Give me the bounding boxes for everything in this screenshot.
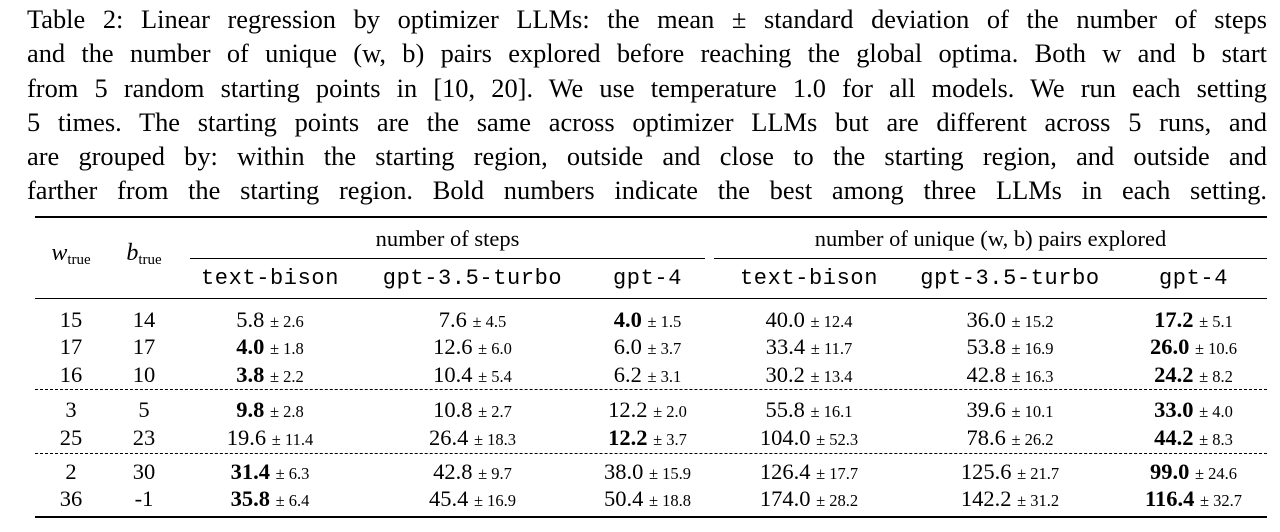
- cell-mean: 78.6: [966, 425, 1006, 450]
- cell-std: ± 16.3: [1011, 367, 1054, 386]
- table-cell: [590, 425, 705, 451]
- cell-mean-best: 9.8: [236, 397, 265, 422]
- table-cell: [590, 307, 705, 333]
- group-header-steps: number of steps: [375, 226, 520, 251]
- cell-std: ± 11.4: [271, 430, 314, 449]
- table-cell: [365, 334, 580, 360]
- cell-std: ± 24.6: [1194, 464, 1238, 483]
- cell-mean: 55.8: [765, 397, 805, 422]
- cell-std: ± 2.8: [269, 402, 304, 421]
- table-cell: [365, 397, 580, 423]
- model-header: gpt-4: [612, 266, 682, 291]
- cell-b-true: 14: [132, 307, 156, 332]
- table-cell: [365, 425, 580, 451]
- table-cell: [590, 459, 705, 485]
- cell-mean: 42.8: [433, 459, 473, 484]
- cell-mean-best: 26.0: [1149, 334, 1190, 359]
- cell-w-true: 17: [59, 334, 83, 359]
- table-cell: [1120, 307, 1267, 333]
- cell-std: ± 10.6: [1194, 339, 1238, 358]
- table-cell: [904, 425, 1116, 451]
- cell-mean: 26.4: [428, 425, 469, 450]
- cell-std: ± 11.7: [810, 339, 853, 358]
- cell-mean: 36.0: [966, 307, 1006, 332]
- table-cell: [190, 486, 350, 512]
- table-cell: [714, 397, 904, 423]
- model-header: text-bison: [200, 266, 340, 291]
- cell-mean: 12.2: [608, 397, 648, 422]
- cell-b-true: 17: [132, 334, 156, 359]
- cell-mean: 10.8: [433, 397, 473, 422]
- model-header: text-bison: [739, 266, 879, 291]
- table-cell: [714, 459, 904, 485]
- cell-std: ± 4.0: [1199, 402, 1233, 421]
- header-b-symbol: b: [126, 240, 139, 266]
- caption-line: are grouped by: within the starting region, outside and close to the starting region, and outside and: [27, 141, 1267, 172]
- cell-mean-best: 4.0: [613, 307, 642, 332]
- cell-std: ± 6.4: [275, 491, 310, 510]
- cell-mean: 19.6: [226, 425, 267, 450]
- cell-b-true: 5: [138, 397, 150, 422]
- table-cell: [590, 486, 705, 512]
- table-cell: [1120, 334, 1267, 360]
- unique-group-underline: [714, 258, 1267, 259]
- table-cell: [1120, 425, 1267, 451]
- cell-std: ± 13.4: [810, 367, 853, 386]
- cell-std: ± 26.2: [1011, 430, 1054, 449]
- table-cell: [365, 362, 580, 388]
- cell-mean: 7.6: [438, 307, 467, 332]
- cell-mean: 6.2: [613, 362, 642, 387]
- cell-std: ± 2.0: [653, 402, 687, 421]
- cell-std: ± 3.7: [647, 339, 682, 358]
- model-header: gpt-4: [1158, 266, 1228, 291]
- cell-std: ± 1.8: [269, 339, 304, 358]
- header-b-subscript: true: [138, 252, 162, 268]
- header-b-true: [114, 240, 174, 269]
- cell-std: ± 31.2: [1017, 491, 1060, 510]
- cell-std: ± 3.1: [647, 367, 682, 386]
- cell-std: ± 4.5: [472, 312, 507, 331]
- cell-w-true: 2: [65, 459, 77, 484]
- cell-w-true: 15: [59, 307, 83, 332]
- cell-std: ± 9.7: [478, 464, 512, 483]
- cell-mean: 6.0: [613, 334, 642, 359]
- group-header-unique: number of unique (w, b) pairs explored: [814, 226, 1167, 251]
- cell-std: ± 32.7: [1199, 491, 1243, 510]
- table-cell: [904, 397, 1116, 423]
- cell-std: ± 52.3: [816, 430, 859, 449]
- caption-line: and the number of unique (w, b) pairs explored before reaching the global optima. Both w and b start: [27, 38, 1267, 69]
- cell-mean-best: 4.0: [236, 334, 265, 359]
- cell-mean-best: 116.4: [1144, 486, 1195, 511]
- group-separator: [35, 389, 1267, 390]
- table-top-rule: [35, 216, 1267, 218]
- cell-mean-best: 99.0: [1149, 459, 1190, 484]
- table-cell: [1120, 362, 1267, 388]
- cell-std: ± 28.2: [816, 491, 859, 510]
- cell-mean: 142.2: [960, 486, 1012, 511]
- table-cell: [1120, 459, 1267, 485]
- cell-mean: 45.4: [428, 486, 469, 511]
- table-cell: [365, 459, 580, 485]
- cell-b-true: 10: [132, 362, 156, 387]
- cell-b-true: 23: [132, 425, 156, 450]
- cell-mean-best: 44.2: [1154, 425, 1194, 450]
- model-header: gpt-3.5-turbo: [382, 266, 563, 291]
- cell-mean: 10.4: [433, 362, 473, 387]
- table-cell: [904, 307, 1116, 333]
- cell-std: ± 2.6: [269, 312, 304, 331]
- cell-b-true: 30: [132, 459, 156, 484]
- table-cell: [1120, 397, 1267, 423]
- header-w-true: [40, 240, 102, 269]
- table-cell: [714, 425, 904, 451]
- cell-mean-best: 3.8: [236, 362, 265, 387]
- cell-std: ± 12.4: [810, 312, 853, 331]
- cell-mean: 39.6: [966, 397, 1006, 422]
- cell-mean: 42.8: [966, 362, 1006, 387]
- cell-mean: 33.4: [765, 334, 806, 359]
- cell-mean: 5.8: [236, 307, 265, 332]
- cell-std: ± 18.8: [648, 491, 692, 510]
- cell-std: ± 8.2: [1199, 367, 1233, 386]
- table-cell: [714, 307, 904, 333]
- table-cell: [190, 362, 350, 388]
- cell-mean-best: 35.8: [230, 486, 270, 511]
- table-cell: [365, 486, 580, 512]
- cell-std: ± 16.9: [1011, 339, 1054, 358]
- table-cell: [590, 397, 705, 423]
- table-cell: [904, 362, 1116, 388]
- table-cell: [190, 459, 350, 485]
- cell-mean: 30.2: [765, 362, 805, 387]
- cell-mean-best: 24.2: [1154, 362, 1194, 387]
- cell-mean-best: 33.0: [1154, 397, 1194, 422]
- cell-std: ± 5.1: [1199, 312, 1233, 331]
- cell-std: ± 15.2: [1011, 312, 1054, 331]
- cell-w-true: 36: [59, 486, 83, 511]
- table-cell: [714, 334, 904, 360]
- table-cell: [1120, 486, 1267, 512]
- caption-line: Table 2: Linear regression by optimizer LLMs: the mean ± standard deviation of the number of steps: [27, 4, 1267, 34]
- caption-line: 5 times. The starting points are the same across optimizer LLMs but are different across 5 runs, and: [27, 106, 1267, 137]
- cell-std: ± 16.1: [810, 402, 853, 421]
- cell-w-true: 16: [59, 362, 83, 387]
- table-bottom-rule: [35, 516, 1267, 518]
- table-cell: [190, 425, 350, 451]
- caption-line: from 5 random starting points in [10, 20]. We use temperature 1.0 for all models. We run each setting: [27, 72, 1267, 103]
- table-caption: [27, 2, 1267, 208]
- cell-std: ± 17.7: [816, 464, 859, 483]
- cell-mean-best: 12.2: [608, 425, 648, 450]
- cell-w-true: 25: [59, 425, 83, 450]
- cell-mean: 104.0: [759, 425, 811, 450]
- cell-std: ± 2.7: [478, 402, 512, 421]
- cell-w-true: 3: [65, 397, 77, 422]
- table-cell: [190, 334, 350, 360]
- cell-std: ± 2.2: [269, 367, 304, 386]
- table-cell: [904, 486, 1116, 512]
- table-cell: [904, 459, 1116, 485]
- cell-mean: 174.0: [759, 486, 811, 511]
- table-cell: [904, 334, 1116, 360]
- cell-mean: 125.6: [960, 459, 1012, 484]
- cell-std: ± 8.3: [1199, 430, 1233, 449]
- table-cell: [590, 334, 705, 360]
- cell-mean: 53.8: [966, 334, 1006, 359]
- caption-line: farther from the starting region. Bold numbers indicate the best among three LLMs in each setting.: [27, 175, 1267, 206]
- table-cell: [590, 362, 705, 388]
- table-cell: [714, 486, 904, 512]
- cell-std: ± 15.9: [648, 464, 692, 483]
- cell-std: ± 6.3: [275, 464, 310, 483]
- cell-std: ± 3.7: [653, 430, 687, 449]
- cell-std: ± 16.9: [473, 491, 517, 510]
- cell-std: ± 5.4: [478, 367, 512, 386]
- cell-std: ± 1.5: [647, 312, 682, 331]
- cell-mean: 50.4: [603, 486, 644, 511]
- cell-std: ± 21.7: [1017, 464, 1060, 483]
- group-separator: [35, 453, 1267, 454]
- cell-mean: 126.4: [759, 459, 811, 484]
- header-w-subscript: true: [67, 252, 91, 268]
- table-cell: [190, 307, 350, 333]
- cell-b-true: -1: [134, 486, 154, 511]
- cell-std: ± 10.1: [1011, 402, 1054, 421]
- cell-std: ± 6.0: [478, 339, 512, 358]
- table-cell: [190, 397, 350, 423]
- cell-mean: 38.0: [603, 459, 644, 484]
- cell-mean: 40.0: [765, 307, 805, 332]
- header-bottom-rule: [35, 298, 1267, 299]
- model-header: gpt-3.5-turbo: [920, 266, 1100, 291]
- header-w-symbol: w: [51, 240, 68, 266]
- table-cell: [714, 362, 904, 388]
- table-cell: [365, 307, 580, 333]
- cell-std: ± 18.3: [473, 430, 517, 449]
- steps-group-underline: [190, 258, 705, 259]
- cell-mean-best: 31.4: [230, 459, 270, 484]
- cell-mean-best: 17.2: [1154, 307, 1194, 332]
- cell-mean: 12.6: [433, 334, 473, 359]
